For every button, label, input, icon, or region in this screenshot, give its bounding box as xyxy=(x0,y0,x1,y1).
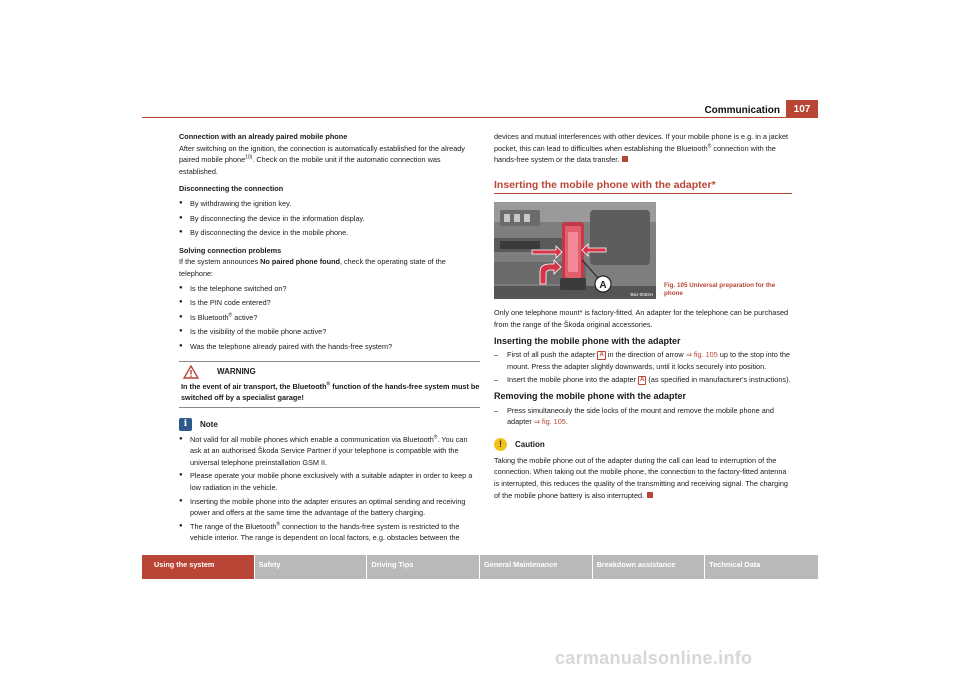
warning-title: WARNING xyxy=(217,366,256,376)
chapter-title: Communication xyxy=(704,105,780,116)
text: function of the hands-free system must be switched off by a specialist garage! xyxy=(181,381,480,403)
watermark: carmanualsonline.info xyxy=(555,648,753,668)
text: Taking the mobile phone out of the adapter during the call can lead to interruption of the connection. When taking out the mobile phone, the connection to the factory-fitted antenna is interrupted, this reduces the quality of the transmitting and receiving signal. The charging of the mobile phone battery is also interrupted. xyxy=(494,455,788,500)
chapter-nav xyxy=(142,555,818,579)
info-icon: i xyxy=(179,418,192,431)
note-item: ● Inserting the mobile phone into the adapter ensures an optimal sending and receiving power and offers at the same time the advantage of the battery charging. xyxy=(179,496,480,519)
paragraph-solving-problems xyxy=(179,256,480,279)
text: connection with the hands-free system or the data transfer. xyxy=(494,143,776,165)
text: . You can ask at an authorised Škoda Service Partner if your telephone is compatible with the universal telephone preinstallation GSM II. xyxy=(190,434,468,467)
text: After switching on the ignition, the connection is automatically established for the already paired mobile phone xyxy=(179,143,465,165)
footnote-ref: 10) xyxy=(245,154,253,161)
left-column xyxy=(179,131,480,544)
caution-title: Caution xyxy=(515,439,545,449)
section-title: Inserting the mobile phone with the adapter* xyxy=(494,180,792,195)
text: First of all push the adapter xyxy=(507,350,598,360)
text: . Check on the mobile unit if the automatic connection was established. xyxy=(179,155,441,176)
paragraph-intro: Only one telephone mount* is factory-fitted. An adapter for the telephone can be purchased from the range of the Škoda original accessories. xyxy=(494,308,789,329)
phone-adapter-photo xyxy=(494,202,656,299)
note-header xyxy=(179,418,480,432)
registered-mark: ® xyxy=(433,434,438,441)
nav-tab-technical-data[interactable]: Technical Data xyxy=(705,555,818,579)
heading-inserting: Inserting the mobile phone with the adapter xyxy=(494,335,681,346)
nav-tab-safety[interactable]: Safety xyxy=(255,555,368,579)
subheading-disconnecting: Disconnecting the connection xyxy=(179,184,284,194)
text: up to the stop into the mount. Press the adapter slightly downwards, until it locks securely into position. xyxy=(507,350,790,371)
figure-link[interactable]: ⇒ fig. 105 xyxy=(685,350,718,360)
section-end-mark xyxy=(647,492,653,498)
announcement-text: No paired phone found xyxy=(260,257,340,267)
text: , check the operating state of the telephone: xyxy=(179,257,446,278)
figure-105 xyxy=(494,202,792,299)
warning-box xyxy=(179,361,480,408)
text: The range of the Bluetooth xyxy=(190,521,277,531)
warning-triangle-icon xyxy=(183,365,199,379)
caution-header xyxy=(494,438,792,452)
figure-label-a: A xyxy=(599,280,607,292)
list-item: ● Is the PIN code entered? xyxy=(179,297,480,309)
right-column xyxy=(494,131,792,503)
nav-tab-using-the-system[interactable]: Using the system xyxy=(142,555,255,579)
text: Not valid for all mobile phones which enable a communication via Bluetooth xyxy=(190,434,434,444)
text: Press simultaneouly the side locks of the mount and remove the mobile phone and adapter xyxy=(507,405,774,427)
list-item: ● Is the visibility of the mobile phone active? xyxy=(179,326,480,338)
note-title: Note xyxy=(200,419,218,429)
warning-text xyxy=(181,381,480,404)
nav-tab-general-maintenance[interactable]: General Maintenance xyxy=(480,555,593,579)
caution-exclamation-icon: ! xyxy=(494,438,507,451)
figure-code: B6J-0082H xyxy=(630,292,653,298)
list-item: ● By disconnecting the device in the mobile phone. xyxy=(179,227,480,239)
text: connection to the hands-free system is restricted to the vehicle interior. The range is dependent on local factors, e.g. obstacles between the xyxy=(190,521,460,543)
text: . xyxy=(565,417,568,427)
subheading-paired-phone: Connection with an already paired mobile phone xyxy=(179,132,348,141)
subheading-solving-problems: Solving connection problems xyxy=(179,245,282,255)
step-item xyxy=(494,374,792,386)
step-item xyxy=(494,349,792,372)
label-a-tag: A xyxy=(599,352,604,359)
registered-mark: ® xyxy=(707,143,712,150)
text: Insert the mobile phone into the adapter xyxy=(507,375,639,385)
list-item: ● By disconnecting the device in the information display. xyxy=(179,213,480,225)
paragraph-paired-phone xyxy=(179,143,480,178)
nav-tab-breakdown-assistance[interactable]: Breakdown assistance xyxy=(593,555,706,579)
figure-link[interactable]: ⇒ fig. 105 xyxy=(533,417,566,427)
caution-text xyxy=(494,455,792,501)
label-a-tag: A xyxy=(640,377,645,384)
warning-header xyxy=(181,365,480,379)
step-item xyxy=(494,405,792,428)
list-item: ● Is the telephone switched on? xyxy=(179,283,480,295)
note-item xyxy=(179,521,480,544)
heading-removing: Removing the mobile phone with the adapter xyxy=(494,390,687,401)
registered-mark: ® xyxy=(276,521,281,528)
registered-mark: ® xyxy=(228,312,233,319)
header-rule xyxy=(142,117,818,118)
text: devices and mutual interferences with other devices. If your mobile phone is e.g. in a jacket pocket, this can lead to difficulties when establishing the Bluetooth xyxy=(494,132,789,153)
text: active? xyxy=(232,312,258,322)
text: If the system announces xyxy=(179,257,261,267)
nav-tab-driving-tips[interactable]: Driving Tips xyxy=(367,555,480,579)
list-item: ● By withdrawing the ignition key. xyxy=(179,198,480,210)
text: Is Bluetooth xyxy=(190,312,229,322)
note-item: ● Please operate your mobile phone exclusively with a suitable adapter in order to keep a low radiation in the vehicle. xyxy=(179,470,480,493)
text: in the direction of arrow xyxy=(605,350,686,360)
registered-mark: ® xyxy=(326,381,331,388)
text: (as specified in manufacturer's instructions). xyxy=(646,375,791,385)
figure-caption: Fig. 105 Universal preparation for the phone xyxy=(664,282,776,298)
section-end-mark xyxy=(622,156,628,162)
text: In the event of air transport, the Bluetooth xyxy=(181,381,327,391)
list-item xyxy=(179,312,480,324)
page-number: 107 xyxy=(786,100,818,118)
note-item xyxy=(179,434,480,469)
list-item: ● Was the telephone already paired with the hands-free system? xyxy=(179,341,480,353)
paragraph-continued xyxy=(494,131,792,166)
